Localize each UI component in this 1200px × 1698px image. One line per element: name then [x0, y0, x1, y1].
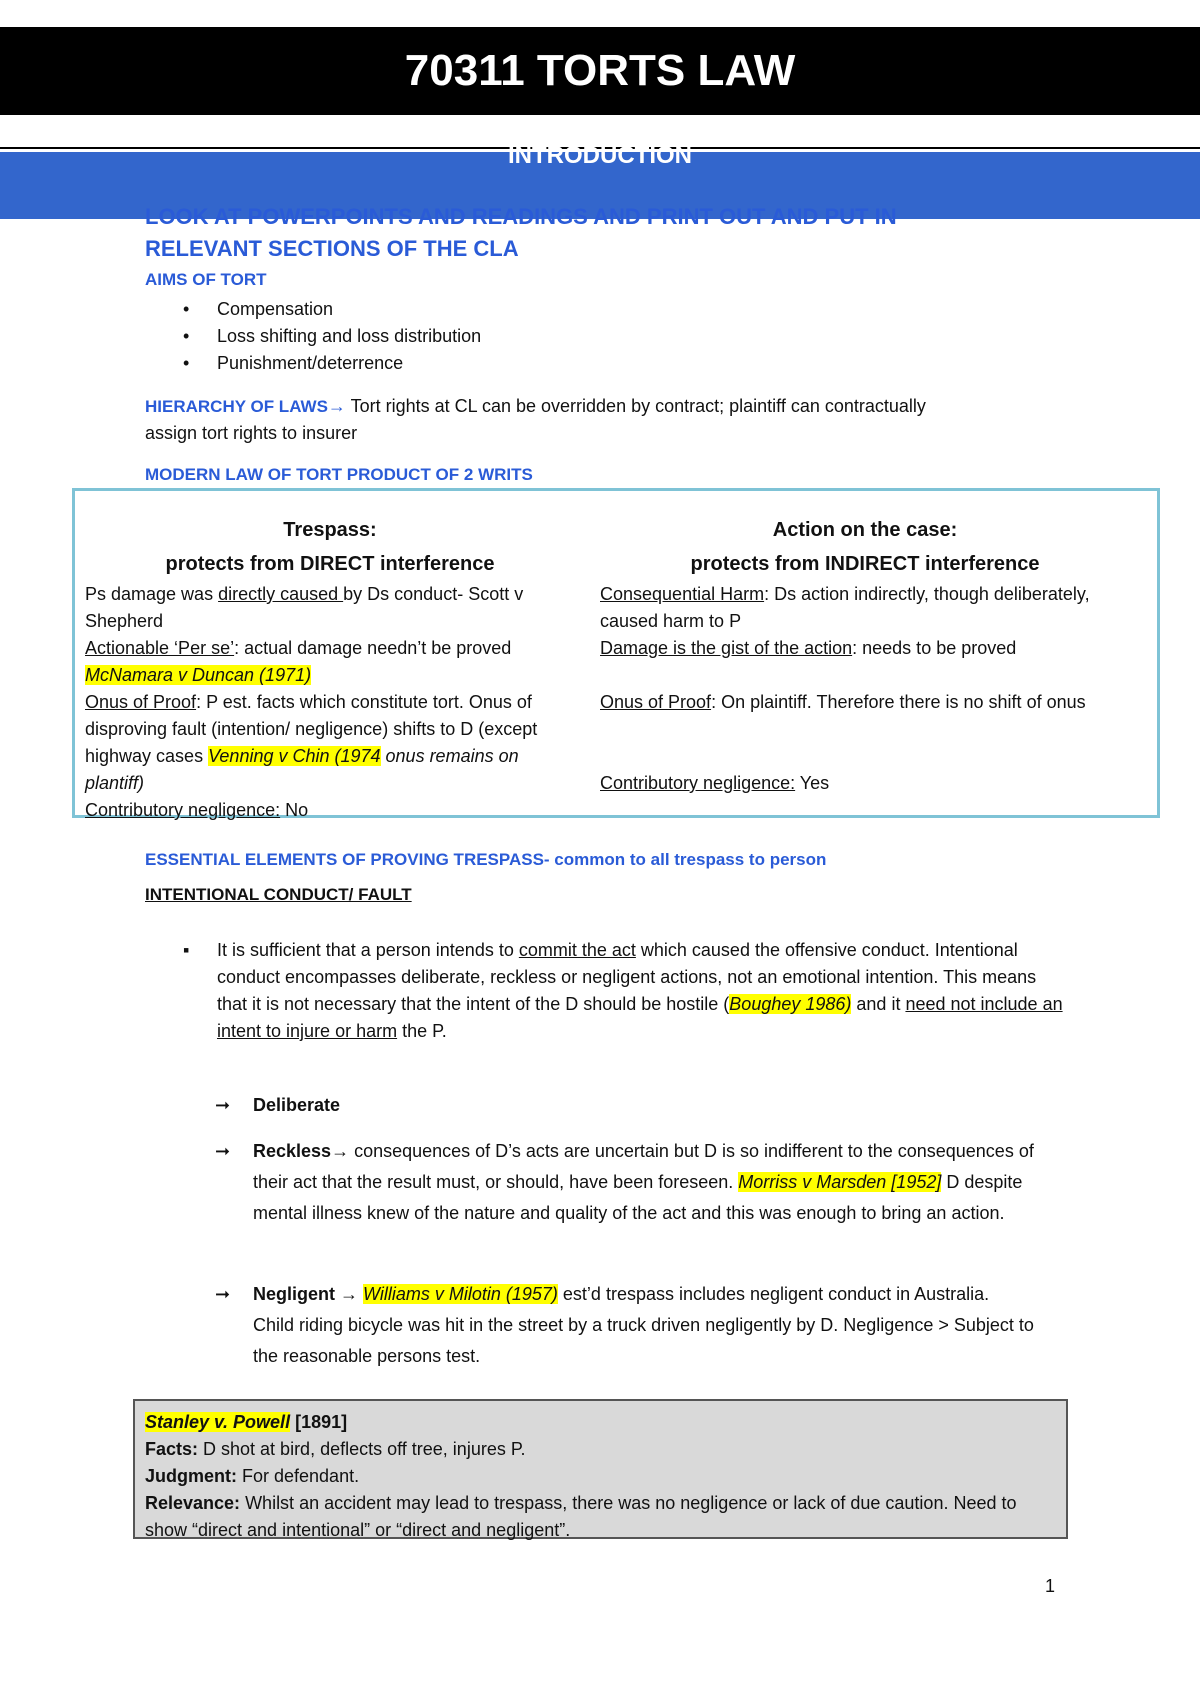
text: : On plaintiff. Therefore there is no shift of onus: [711, 692, 1086, 712]
case-relevance: [145, 1490, 1056, 1544]
text: Ps damage was: [85, 584, 219, 604]
trespass-point: [85, 797, 575, 824]
action-title: Action on the case:: [772, 519, 958, 541]
hierarchy-text-2: assign tort rights to insurer: [145, 423, 358, 443]
text: No: [280, 800, 309, 820]
action-point: [600, 635, 1130, 662]
text: : P est. facts which constitute tort. Onus of disproving fault (intention/ negligence) shifts to D (except highway cases: [85, 692, 538, 766]
text: which caused the offensive conduct. Intentional conduct encompasses deliberate, reckless or negligent actions, not an emotional intention. This means that it is not necessary that the intent of the D should be hostile (: [217, 940, 1037, 1014]
page-title: 70311 TORTS LAW: [0, 27, 1200, 115]
action-subtitle: protects from INDIRECT interference: [690, 553, 1040, 575]
trespass-point: [85, 581, 575, 635]
list-item: • Loss shifting and loss distribution: [145, 323, 1045, 350]
text: the P.: [397, 1021, 447, 1041]
text: It is sufficient that a person intends to: [217, 940, 519, 960]
trespass-point: [85, 689, 575, 797]
text: : Ds action indirectly, though deliberately, caused harm to P: [600, 584, 1090, 631]
writs-heading: MODERN LAW OF TORT PRODUCT OF 2 WRITS: [145, 465, 533, 484]
negligent-label: Negligent: [253, 1284, 336, 1304]
text: D despite mental illness knew of the nature and quality of the act and this was enough to bring an action.: [253, 1172, 1023, 1223]
trespass-title: Trespass:: [283, 519, 377, 541]
text: est’d trespass includes negligent conduct in Australia. Child riding bicycle was hit in the street by a truck driven negligently by D. Negligence > Subject to the reasonable persons test.: [253, 1284, 1034, 1366]
essential-elements-heading: ESSENTIAL ELEMENTS OF PROVING TRESPASS- common to all trespass to person: [145, 850, 827, 869]
text: consequences of D’s acts are uncertain but D is so indifferent to the consequences of their act that the result must, or should, have been foreseen.: [253, 1141, 1034, 1192]
arrow-right-icon: →: [327, 396, 346, 416]
trespass-column: [85, 513, 575, 824]
case-citation: Williams v Milotin (1957): [363, 1284, 558, 1304]
text: and it: [851, 994, 906, 1014]
stanley-v-powell-box: [133, 1399, 1068, 1539]
case-citation: Boughey 1986): [729, 994, 852, 1014]
text: commit the act: [518, 940, 636, 960]
text: Whilst an accident may lead to trespass, there was no negligence or lack of due caution. Need to show “direct and intentional” or “direct and negligent”.: [145, 1493, 1017, 1540]
text: Contributory negligence:: [85, 800, 281, 820]
text: Actionable ‘Per se’: [85, 638, 235, 658]
list-item: • Punishment/deterrence: [145, 350, 1045, 377]
action-point: [600, 581, 1130, 635]
text: directly caused: [218, 584, 344, 604]
text: by Ds conduct- Scott v Shepherd: [85, 584, 524, 631]
aims-list: [145, 296, 1045, 377]
hierarchy-label: HIERARCHY OF LAWS: [145, 397, 328, 416]
arrow-right-icon: →: [331, 1141, 350, 1161]
text: : actual damage needn’t be proved: [234, 638, 512, 658]
arrow-right-icon: →: [335, 1284, 364, 1304]
list-item: • Compensation: [145, 296, 1045, 323]
case-facts: [145, 1436, 1056, 1463]
hierarchy-text: Tort rights at CL can be overridden by contract; plaintiff can contractually: [345, 396, 926, 416]
text: D shot at bird, deflects off tree, injures P.: [198, 1439, 526, 1459]
arrow-bullet-icon: ➞: [215, 1141, 231, 1161]
text: Yes: [795, 773, 830, 793]
text: : needs to be proved: [852, 638, 1017, 658]
section-title: INTRODUCTION: [508, 142, 692, 169]
text: Onus of Proof: [600, 692, 712, 712]
label: Judgment:: [145, 1466, 237, 1486]
square-bullet-icon: ▪: [183, 940, 190, 960]
action-point: [600, 689, 1130, 716]
case-year: [1891]: [290, 1412, 348, 1432]
case-citation: McNamara v Duncan (1971): [85, 665, 312, 685]
label: Facts:: [145, 1439, 199, 1459]
trespass-point: [85, 635, 575, 689]
case-title: [145, 1409, 1056, 1436]
action-on-case-column: [600, 513, 1130, 797]
reckless-item: [215, 1136, 1065, 1229]
text: Contributory negligence:: [600, 773, 796, 793]
trespass-subtitle: protects from DIRECT interference: [165, 553, 495, 575]
negligent-item: [215, 1279, 1035, 1372]
case-judgment: [145, 1463, 1056, 1490]
text: Onus of Proof: [85, 692, 197, 712]
action-point: [600, 770, 1130, 797]
text: onus remains on plantiff): [85, 746, 519, 793]
text: need not include an intent to injure or harm: [217, 994, 1063, 1041]
case-citation: Stanley v. Powell: [145, 1412, 291, 1432]
text: Damage is the gist of the action: [600, 638, 853, 658]
label: Relevance:: [145, 1493, 241, 1513]
hierarchy-paragraph: [145, 393, 1045, 447]
page-number: 1: [1045, 1576, 1056, 1596]
case-citation: Venning v Chin (1974: [208, 746, 381, 766]
aims-heading: AIMS OF TORT: [145, 270, 267, 289]
writs-comparison-box: [72, 488, 1160, 818]
reckless-label: Reckless: [253, 1141, 332, 1161]
arrow-bullet-icon: ➞: [215, 1284, 231, 1304]
relevant-sections-heading: RELEVANT SECTIONS OF THE CLA: [145, 236, 519, 261]
clipped-instruction: [145, 204, 1045, 229]
intentional-paragraph: [145, 937, 1065, 1045]
deliberate-item: [215, 1090, 1055, 1121]
clipped-instruction-text: LOOK AT POWERPOINTS AND READINGS AND PRINT OUT AND PUT IN: [145, 204, 897, 229]
case-citation: Morriss v Marsden [1952]: [738, 1172, 942, 1192]
text: Consequential Harm: [600, 584, 765, 604]
arrow-bullet-icon: ➞: [215, 1095, 231, 1115]
deliberate-label: Deliberate: [253, 1095, 341, 1115]
intentional-conduct-heading: INTENTIONAL CONDUCT/ FAULT: [145, 885, 412, 904]
text: For defendant.: [237, 1466, 360, 1486]
